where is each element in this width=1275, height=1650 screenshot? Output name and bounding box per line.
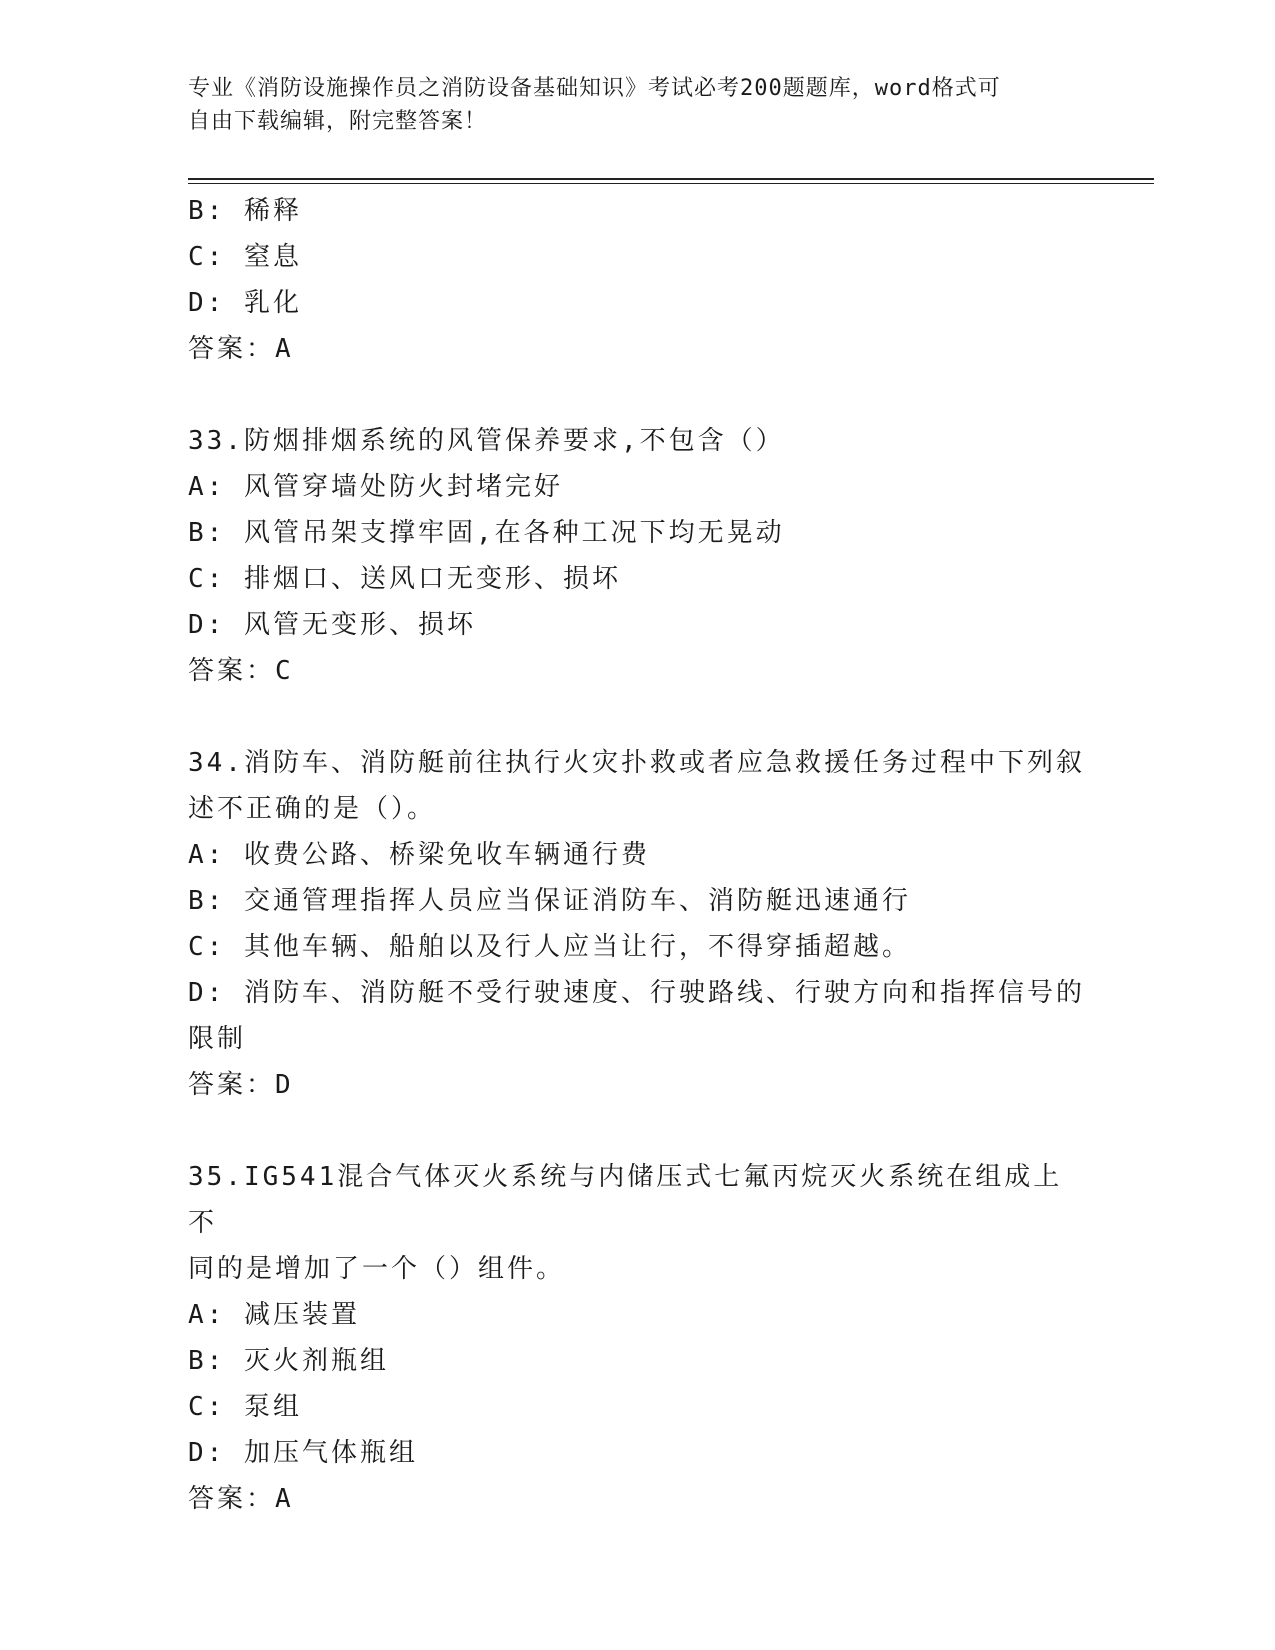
- question-list: [188, 188, 1088, 1522]
- question-34: [188, 740, 1088, 1108]
- question-stem-cont: 同的是增加了一个（）组件。: [188, 1254, 566, 1284]
- option-c: C: 排烟口、送风口无变形、损坏: [188, 564, 621, 594]
- option-c: C: 其他车辆、船舶以及行人应当让行，不得穿插超越。: [188, 932, 911, 962]
- question-33: [188, 418, 1088, 694]
- header-divider-thick: [188, 178, 1154, 180]
- option-d-cont: 限制: [188, 1024, 247, 1054]
- option-b: B: 交通管理指挥人员应当保证消防车、消防艇迅速通行: [188, 886, 911, 916]
- option-c: C: 窒息: [188, 242, 302, 272]
- prev-question: [188, 188, 1088, 372]
- question-stem: 33.防烟排烟系统的风管保养要求,不包含（）: [188, 426, 785, 456]
- document-header: [188, 72, 1068, 138]
- question-35: [188, 1154, 1088, 1522]
- answer: 答案：C: [188, 656, 294, 686]
- header-line-2: 自由下载编辑，附完整答案！: [188, 109, 488, 134]
- option-c: C: 泵组: [188, 1392, 302, 1422]
- question-stem: 35.IG541混合气体灭火系统与内储压式七氟丙烷灭火系统在组成上不: [188, 1162, 1063, 1238]
- option-d: D: 消防车、消防艇不受行驶速度、行驶路线、行驶方向和指挥信号的: [188, 978, 1085, 1008]
- option-d: D: 加压气体瓶组: [188, 1438, 418, 1468]
- question-stem: 34.消防车、消防艇前往执行火灾扑救或者应急救援任务过程中下列叙: [188, 748, 1085, 778]
- question-stem-cont: 述不正确的是（）。: [188, 794, 437, 824]
- header-line-1: 专业《消防设施操作员之消防设备基础知识》考试必考200题题库，word格式可: [188, 76, 1001, 101]
- header-divider-thin: [188, 183, 1154, 184]
- answer: 答案：A: [188, 1484, 294, 1514]
- option-a: A: 风管穿墙处防火封堵完好: [188, 472, 563, 502]
- option-b: B: 风管吊架支撑牢固,在各种工况下均无晃动: [188, 518, 785, 548]
- option-a: A: 收费公路、桥梁免收车辆通行费: [188, 840, 650, 870]
- option-d: D: 风管无变形、损坏: [188, 610, 476, 640]
- option-a: A: 减压装置: [188, 1300, 360, 1330]
- option-b: B: 稀释: [188, 196, 302, 226]
- answer: 答案：D: [188, 1070, 294, 1100]
- option-d: D: 乳化: [188, 288, 302, 318]
- option-b: B: 灭火剂瓶组: [188, 1346, 389, 1376]
- answer: 答案：A: [188, 334, 294, 364]
